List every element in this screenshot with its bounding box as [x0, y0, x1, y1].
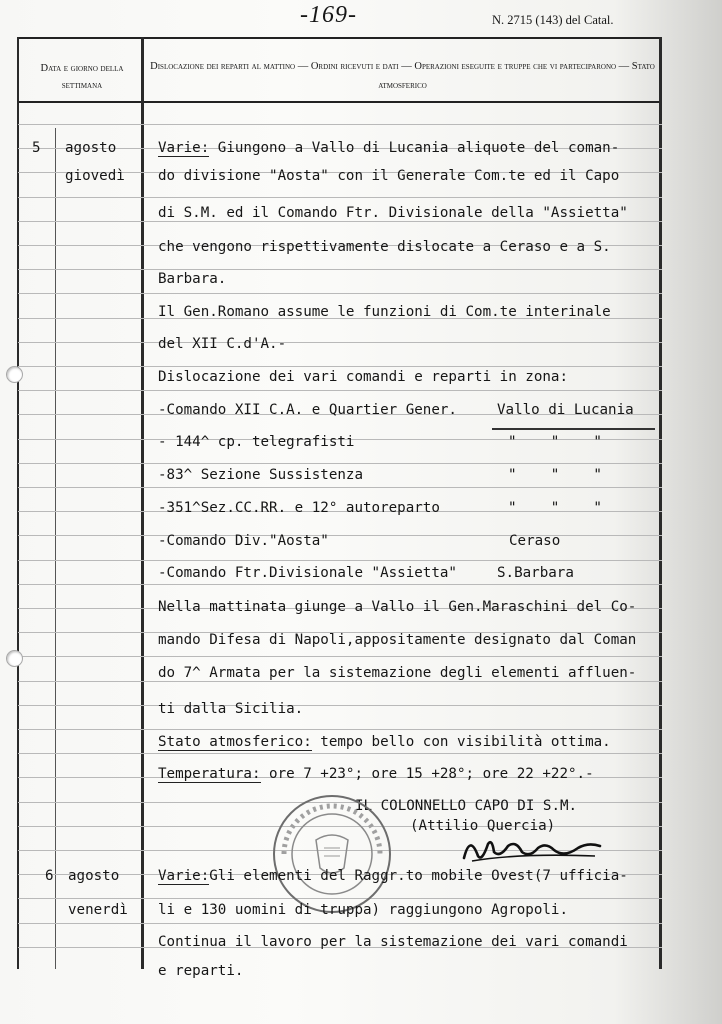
ruled-line: [18, 923, 662, 924]
dislocation-place: " " ": [508, 434, 602, 450]
entry2-line: Continua il lavoro per la sistemazione dei vari comandi: [158, 934, 628, 950]
handwritten-signature: [460, 828, 605, 868]
dislocation-place: S.Barbara: [497, 565, 574, 581]
entry1-line: do 7^ Armata per la sistemazione degli elementi affluen-: [158, 665, 637, 681]
ruled-line: [18, 705, 662, 706]
temperature-label: Temperatura:: [158, 766, 261, 782]
header-date-column: Data e giorno della settimana: [40, 63, 124, 91]
ruled-line: [18, 584, 662, 585]
entry2-month: agosto: [68, 868, 120, 884]
place-underline: [492, 428, 655, 430]
binder-hole: [6, 366, 23, 383]
day-number-divider: [55, 128, 56, 969]
entry1-line: Il Gen.Romano assume le funzioni di Com.te interinale: [158, 304, 611, 320]
entry2-weekday: venerdì: [68, 902, 128, 918]
varie-label: Varie:: [158, 140, 210, 156]
ruled-line: [18, 269, 662, 270]
ruled-line: [18, 366, 662, 367]
entry1-line: che vengono rispettivamente dislocate a Ceraso e a S.: [158, 239, 611, 255]
dislocation-unit: -351^Sez.CC.RR. e 12° autoreparto: [158, 500, 440, 516]
entry1-month: agosto: [65, 140, 117, 156]
ruled-line: [18, 656, 662, 657]
ruled-line: [18, 560, 662, 561]
header-bottom-rule: [18, 101, 662, 103]
dislocation-place: " " ": [508, 500, 602, 516]
dislocation-place: " " ": [508, 467, 602, 483]
dislocation-unit: -Comando XII C.A. e Quartier Gener.: [158, 402, 457, 418]
entry1-line: del XII C.d'A.-: [158, 336, 287, 352]
frame-right-border: [659, 37, 662, 969]
entry1-line: Barbara.: [158, 271, 227, 287]
page-number: -169-: [300, 2, 357, 28]
ruled-line: [18, 390, 662, 391]
entry2-day-number: 6: [45, 868, 54, 884]
dislocation-place: Vallo di Lucania: [497, 402, 634, 418]
entry1-line: Varie: Giungono a Vallo di Lucania aliquote del coman-: [158, 140, 620, 156]
entry2-line: e reparti.: [158, 963, 244, 979]
weather-line: Stato atmosferico: tempo bello con visibilità ottima.: [158, 734, 611, 750]
ruled-line: [18, 729, 662, 730]
entry1-line: ti dalla Sicilia.: [158, 701, 304, 717]
temperature-line: Temperatura: ore 7 +23°; ore 15 +28°; ore 22 +22°.-: [158, 766, 594, 782]
entry1-weekday: giovedì: [65, 168, 125, 184]
header-description-column: Dislocazione dei reparti al mattino — Ordini ricevuti e dati — Operazioni eseguite e truppe che vi parteciparono — Stato atmosferico: [150, 61, 655, 91]
ruled-line: [18, 463, 662, 464]
catalog-number: N. 2715 (143) del Catal.: [492, 13, 614, 27]
dislocation-unit: - 144^ cp. telegrafisti: [158, 434, 355, 450]
signature-title: IL COLONNELLO CAPO DI S.M.: [355, 798, 578, 814]
entry2-line: Varie:Gli elementi del Raggr.to mobile Ovest(7 ufficia-: [158, 868, 628, 884]
ruled-line: [18, 124, 662, 125]
date-column-divider: [141, 37, 144, 969]
entry1-line: di S.M. ed il Comando Ftr. Divisionale della "Assietta": [158, 205, 628, 221]
frame-top-rule: [18, 37, 662, 39]
frame-left-border: [17, 37, 19, 969]
ruled-line: [18, 487, 662, 488]
binder-hole: [6, 650, 23, 667]
entry1-line: do divisione "Aosta" con il Generale Com.te ed il Capo: [158, 168, 620, 184]
entry1-line: Dislocazione dei vari comandi e reparti in zona:: [158, 369, 568, 385]
entry2-line: li e 130 uomini di truppa) raggiungono Agropoli.: [158, 902, 568, 918]
entry1-day-number: 5: [32, 140, 41, 156]
ruled-line: [18, 753, 662, 754]
entry1-line: Nella mattinata giunge a Vallo il Gen.Maraschini del Co-: [158, 599, 637, 615]
varie-label: Varie:: [158, 868, 210, 884]
signature-name: (Attilio Quercia): [410, 818, 556, 834]
ruled-line: [18, 293, 662, 294]
official-stamp: [270, 792, 394, 916]
ruled-line: [18, 197, 662, 198]
weather-label: Stato atmosferico:: [158, 734, 312, 750]
ruled-line: [18, 342, 662, 343]
dislocation-unit: -Comando Div."Aosta": [158, 533, 329, 549]
dislocation-place: Ceraso: [509, 533, 561, 549]
dislocation-unit: -Comando Ftr.Divisionale "Assietta": [158, 565, 457, 581]
ruled-line: [18, 535, 662, 536]
dislocation-unit: -83^ Sezione Sussistenza: [158, 467, 363, 483]
entry1-line: mando Difesa di Napoli,appositamente designato dal Coman: [158, 632, 637, 648]
